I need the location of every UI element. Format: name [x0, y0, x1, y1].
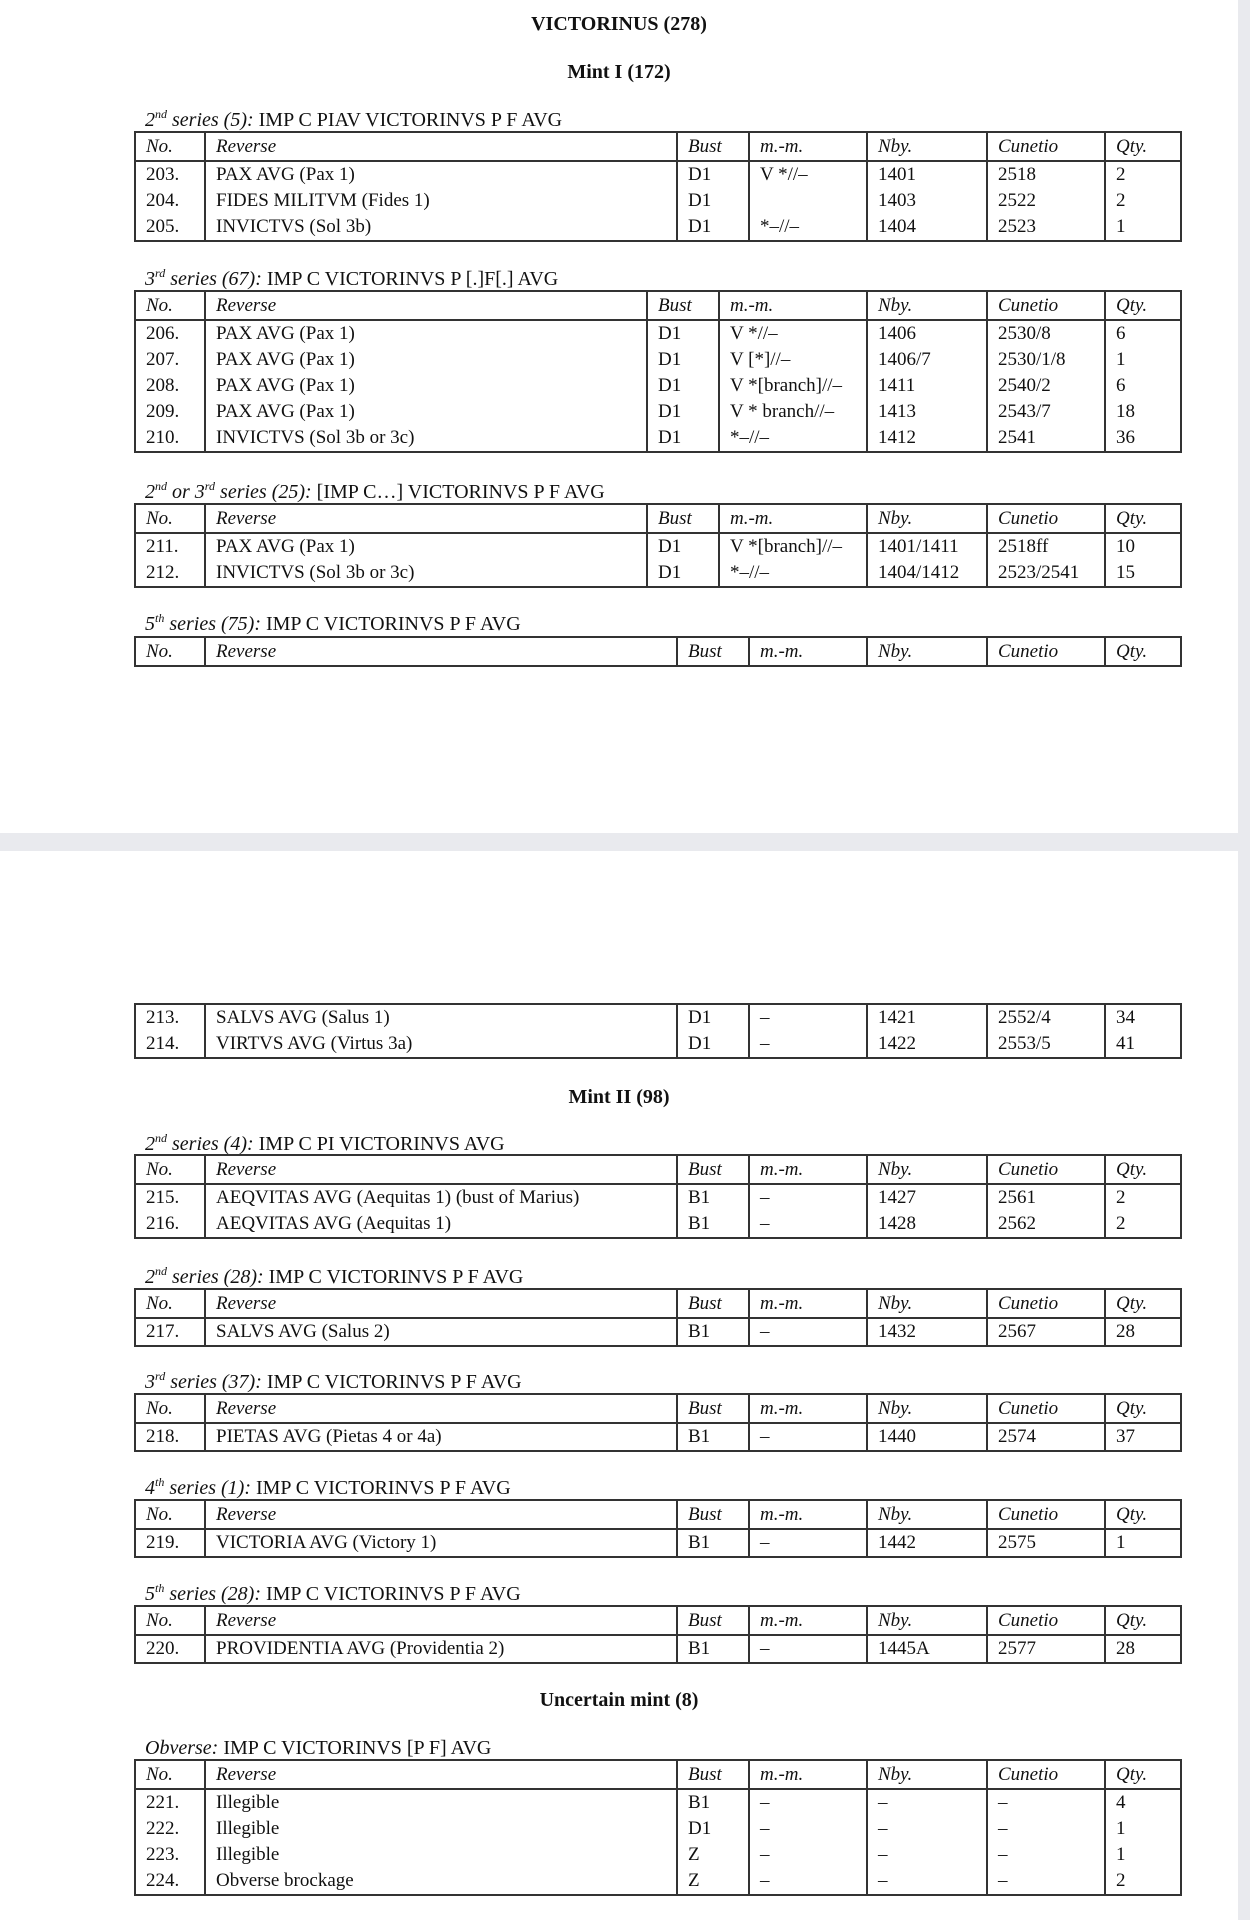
mint-1-heading: Mint I (172) [567, 61, 671, 83]
table-cell: INVICTVS (Sol 3b) [205, 214, 677, 241]
table-header-row [135, 504, 1181, 533]
column-header: Bust [677, 1500, 749, 1529]
table-cell: 1 [1105, 214, 1181, 241]
table-header-row [135, 1606, 1181, 1635]
table-cell: 1445A [867, 1635, 987, 1663]
table-cell: B1 [677, 1211, 749, 1238]
table-cell: 1 [1105, 347, 1181, 373]
column-header: Nby. [867, 291, 987, 320]
table-cell: PAX AVG (Pax 1) [205, 533, 647, 560]
table-cell: D1 [647, 320, 719, 347]
table-cell: V *//– [719, 320, 867, 347]
table-cell: – [749, 1423, 867, 1451]
table-cell: – [749, 1318, 867, 1346]
column-header: Qty. [1105, 1394, 1181, 1423]
mint-2-heading: Mint II (98) [568, 1086, 670, 1108]
column-header: No. [135, 291, 205, 320]
table-cell: 10 [1105, 533, 1181, 560]
table-cell: D1 [677, 1031, 749, 1058]
column-header: No. [135, 1289, 205, 1318]
table-cell: 222. [135, 1816, 205, 1842]
coin-table [134, 503, 1182, 588]
table-row [135, 1529, 1181, 1557]
table-cell: D1 [677, 188, 749, 214]
column-header: Bust [677, 132, 749, 161]
table-cell: 2541 [987, 425, 1105, 452]
table-cell: 220. [135, 1635, 205, 1663]
table-header-row [135, 1289, 1181, 1318]
table-cell: PAX AVG (Pax 1) [205, 399, 647, 425]
table-cell: B1 [677, 1635, 749, 1663]
table-cell: 2575 [987, 1529, 1105, 1557]
column-header: Bust [677, 1394, 749, 1423]
column-header: Qty. [1105, 291, 1181, 320]
table-cell: D1 [647, 425, 719, 452]
column-header: Bust [647, 504, 719, 533]
table-cell: – [987, 1868, 1105, 1895]
table-cell: 212. [135, 560, 205, 587]
table-row [135, 1635, 1181, 1663]
column-header: Reverse [205, 504, 647, 533]
table-cell: *–//– [719, 560, 867, 587]
column-header: Bust [677, 637, 749, 666]
table-cell: 37 [1105, 1423, 1181, 1451]
table-cell: 1428 [867, 1211, 987, 1238]
table-cell: B1 [677, 1529, 749, 1557]
table-row [135, 399, 1181, 425]
table-cell: 208. [135, 373, 205, 399]
table-cell: 216. [135, 1211, 205, 1238]
column-header: No. [135, 1394, 205, 1423]
table-row [135, 1211, 1181, 1238]
coin-table [134, 290, 1182, 453]
obverse-heading: Obverse: IMP C VICTORINVS [P F] AVG [145, 1737, 492, 1759]
table-cell: V *[branch]//– [719, 533, 867, 560]
table-cell: 2553/5 [987, 1031, 1105, 1058]
series-heading: 2nd or 3rd series (25): [IMP C…] VICTORINVS P F AVG [145, 479, 605, 503]
table-cell: PIETAS AVG (Pietas 4 or 4a) [205, 1423, 677, 1451]
table-row [135, 161, 1181, 188]
table-cell [749, 188, 867, 214]
table-cell: *–//– [749, 214, 867, 241]
column-header: Nby. [867, 1289, 987, 1318]
table-cell: – [867, 1842, 987, 1868]
table-cell: – [749, 1635, 867, 1663]
column-header: Nby. [867, 1606, 987, 1635]
coin-table [134, 1499, 1182, 1558]
table-row [135, 1318, 1181, 1346]
column-header: Nby. [867, 132, 987, 161]
table-header-row [135, 1394, 1181, 1423]
coin-table [134, 1154, 1182, 1239]
table-header-row [135, 1760, 1181, 1789]
table-cell: 1413 [867, 399, 987, 425]
table-cell: – [987, 1816, 1105, 1842]
table-cell: D1 [647, 399, 719, 425]
table-cell: 1404 [867, 214, 987, 241]
table-cell: INVICTVS (Sol 3b or 3c) [205, 560, 647, 587]
table-row [135, 1423, 1181, 1451]
table-cell: 2518ff [987, 533, 1105, 560]
table-cell: 2562 [987, 1211, 1105, 1238]
table-cell: 2574 [987, 1423, 1105, 1451]
table-cell: Obverse brockage [205, 1868, 677, 1895]
series-heading: 5th series (75): IMP C VICTORINVS P F AVG [145, 611, 521, 635]
column-header: Qty. [1105, 132, 1181, 161]
table-cell: D1 [677, 1816, 749, 1842]
column-header: Bust [677, 1760, 749, 1789]
table-header-row [135, 1155, 1181, 1184]
table-cell: D1 [647, 533, 719, 560]
table-cell: 6 [1105, 373, 1181, 399]
column-header: Nby. [867, 1394, 987, 1423]
table-cell: – [749, 1031, 867, 1058]
column-header: Cunetio [987, 637, 1105, 666]
coin-table [134, 636, 1182, 667]
column-header: Nby. [867, 1500, 987, 1529]
table-row [135, 1842, 1181, 1868]
table-cell: 28 [1105, 1635, 1181, 1663]
table-cell: 1442 [867, 1529, 987, 1557]
column-header: m.-m. [749, 1500, 867, 1529]
series-heading: 5th series (28): IMP C VICTORINVS P F AVG [145, 1581, 521, 1605]
table-cell: D1 [647, 347, 719, 373]
series-heading: 3rd series (67): IMP C VICTORINVS P [.]F[.] AVG [145, 266, 559, 290]
table-cell: 41 [1105, 1031, 1181, 1058]
column-header: Cunetio [987, 1500, 1105, 1529]
table-row [135, 214, 1181, 241]
table-cell: 219. [135, 1529, 205, 1557]
table-cell: Illegible [205, 1842, 677, 1868]
table-cell: B1 [677, 1318, 749, 1346]
table-cell: PAX AVG (Pax 1) [205, 320, 647, 347]
table-row [135, 373, 1181, 399]
column-header: Reverse [205, 1606, 677, 1635]
column-header: m.-m. [719, 504, 867, 533]
table-header-row [135, 1500, 1181, 1529]
table-cell: 1411 [867, 373, 987, 399]
table-cell: 1 [1105, 1842, 1181, 1868]
table-row [135, 347, 1181, 373]
table-cell: 1412 [867, 425, 987, 452]
table-cell: 1406 [867, 320, 987, 347]
column-header: Cunetio [987, 1606, 1105, 1635]
table-cell: – [987, 1842, 1105, 1868]
column-header: Qty. [1105, 1500, 1181, 1529]
table-cell: – [749, 1789, 867, 1816]
table-cell: 1 [1105, 1816, 1181, 1842]
table-cell: B1 [677, 1184, 749, 1211]
table-cell: 28 [1105, 1318, 1181, 1346]
table-cell: V * branch//– [719, 399, 867, 425]
coin-table [134, 1288, 1182, 1347]
table-cell: 15 [1105, 560, 1181, 587]
table-cell: 1440 [867, 1423, 987, 1451]
table-cell: 18 [1105, 399, 1181, 425]
table-cell: 1422 [867, 1031, 987, 1058]
table-cell: 2 [1105, 161, 1181, 188]
table-row [135, 1004, 1181, 1031]
column-header: m.-m. [749, 637, 867, 666]
table-cell: V *[branch]//– [719, 373, 867, 399]
table-cell: 214. [135, 1031, 205, 1058]
column-header: Qty. [1105, 1289, 1181, 1318]
column-header: Reverse [205, 291, 647, 320]
table-cell: 205. [135, 214, 205, 241]
coin-table [134, 1393, 1182, 1452]
table-cell: 2 [1105, 1211, 1181, 1238]
column-header: Reverse [205, 637, 677, 666]
table-cell: 36 [1105, 425, 1181, 452]
uncertain-mint-heading: Uncertain mint (8) [539, 1689, 699, 1711]
column-header: Bust [677, 1155, 749, 1184]
column-header: m.-m. [749, 132, 867, 161]
table-cell: 203. [135, 161, 205, 188]
column-header: No. [135, 637, 205, 666]
column-header: No. [135, 1760, 205, 1789]
table-row [135, 320, 1181, 347]
table-cell: D1 [647, 560, 719, 587]
column-header: No. [135, 1500, 205, 1529]
table-cell: 218. [135, 1423, 205, 1451]
table-cell: VIRTVS AVG (Virtus 3a) [205, 1031, 677, 1058]
table-cell: – [867, 1816, 987, 1842]
column-header: Reverse [205, 1289, 677, 1318]
table-cell: – [749, 1184, 867, 1211]
table-cell: Illegible [205, 1789, 677, 1816]
column-header: Nby. [867, 637, 987, 666]
table-cell: 211. [135, 533, 205, 560]
table-cell: SALVS AVG (Salus 1) [205, 1004, 677, 1031]
column-header: Bust [677, 1606, 749, 1635]
table-cell: 1406/7 [867, 347, 987, 373]
table-cell: Z [677, 1842, 749, 1868]
table-cell: 6 [1105, 320, 1181, 347]
table-cell: 2543/7 [987, 399, 1105, 425]
table-cell: 2552/4 [987, 1004, 1105, 1031]
table-cell: – [749, 1816, 867, 1842]
table-cell: 210. [135, 425, 205, 452]
column-header: Reverse [205, 1155, 677, 1184]
table-cell: B1 [677, 1423, 749, 1451]
table-cell: D1 [677, 1004, 749, 1031]
table-row [135, 560, 1181, 587]
table-cell: V [*]//– [719, 347, 867, 373]
table-cell: 1403 [867, 188, 987, 214]
column-header: Qty. [1105, 1760, 1181, 1789]
table-cell: 215. [135, 1184, 205, 1211]
table-row [135, 1184, 1181, 1211]
table-cell: FIDES MILITVM (Fides 1) [205, 188, 677, 214]
table-cell: 1404/1412 [867, 560, 987, 587]
column-header: Bust [677, 1289, 749, 1318]
coin-table [134, 1605, 1182, 1664]
column-header: Nby. [867, 1155, 987, 1184]
column-header: Qty. [1105, 504, 1181, 533]
table-row [135, 1789, 1181, 1816]
table-cell: – [867, 1789, 987, 1816]
column-header: No. [135, 132, 205, 161]
column-header: m.-m. [749, 1606, 867, 1635]
table-cell: 2530/1/8 [987, 347, 1105, 373]
column-header: Qty. [1105, 637, 1181, 666]
table-cell: SALVS AVG (Salus 2) [205, 1318, 677, 1346]
column-header: Cunetio [987, 504, 1105, 533]
column-header: Bust [647, 291, 719, 320]
table-cell: 1 [1105, 1529, 1181, 1557]
table-cell: 1421 [867, 1004, 987, 1031]
table-cell: – [987, 1789, 1105, 1816]
column-header: Cunetio [987, 1760, 1105, 1789]
table-cell: VICTORIA AVG (Victory 1) [205, 1529, 677, 1557]
column-header: Reverse [205, 1500, 677, 1529]
table-cell: 221. [135, 1789, 205, 1816]
table-cell: – [867, 1868, 987, 1895]
column-header: No. [135, 1155, 205, 1184]
table-cell: D1 [647, 373, 719, 399]
table-cell: 1432 [867, 1318, 987, 1346]
table-cell: 217. [135, 1318, 205, 1346]
table-header-row [135, 291, 1181, 320]
table-cell: Illegible [205, 1816, 677, 1842]
page-title: VICTORINUS (278) [531, 13, 707, 35]
table-cell: Z [677, 1868, 749, 1895]
table-row [135, 1868, 1181, 1895]
column-header: m.-m. [749, 1155, 867, 1184]
table-cell: B1 [677, 1789, 749, 1816]
table-cell: 2518 [987, 161, 1105, 188]
document-page-2 [0, 851, 1238, 1920]
table-cell: 2 [1105, 1184, 1181, 1211]
table-cell: – [749, 1211, 867, 1238]
coin-table [134, 1759, 1182, 1896]
table-cell: 2567 [987, 1318, 1105, 1346]
table-cell: D1 [677, 161, 749, 188]
table-header-row [135, 132, 1181, 161]
table-header-row [135, 637, 1181, 666]
column-header: Nby. [867, 504, 987, 533]
document-page-1 [0, 0, 1238, 833]
column-header: Cunetio [987, 1155, 1105, 1184]
column-header: Reverse [205, 1760, 677, 1789]
table-row [135, 1816, 1181, 1842]
table-cell: – [749, 1004, 867, 1031]
table-cell: 224. [135, 1868, 205, 1895]
table-cell: 213. [135, 1004, 205, 1031]
column-header: Cunetio [987, 1394, 1105, 1423]
table-cell: 2540/2 [987, 373, 1105, 399]
table-cell: 204. [135, 188, 205, 214]
table-cell: 223. [135, 1842, 205, 1868]
column-header: Nby. [867, 1760, 987, 1789]
table-cell: 207. [135, 347, 205, 373]
column-header: Cunetio [987, 291, 1105, 320]
table-cell: – [749, 1842, 867, 1868]
column-header: m.-m. [749, 1760, 867, 1789]
table-cell: INVICTVS (Sol 3b or 3c) [205, 425, 647, 452]
table-cell: 2530/8 [987, 320, 1105, 347]
table-cell: 2577 [987, 1635, 1105, 1663]
table-cell: 2523/2541 [987, 560, 1105, 587]
table-cell: 34 [1105, 1004, 1181, 1031]
table-cell: D1 [677, 214, 749, 241]
table-row [135, 1031, 1181, 1058]
table-cell: – [749, 1529, 867, 1557]
table-cell: 2 [1105, 188, 1181, 214]
table-cell: 2522 [987, 188, 1105, 214]
column-header: m.-m. [719, 291, 867, 320]
table-cell: 1401/1411 [867, 533, 987, 560]
table-cell: 2 [1105, 1868, 1181, 1895]
table-row [135, 188, 1181, 214]
coin-table [134, 131, 1182, 242]
table-cell: PAX AVG (Pax 1) [205, 373, 647, 399]
table-cell: PROVIDENTIA AVG (Providentia 2) [205, 1635, 677, 1663]
table-row [135, 533, 1181, 560]
table-cell: 209. [135, 399, 205, 425]
table-cell: PAX AVG (Pax 1) [205, 161, 677, 188]
table-row [135, 425, 1181, 452]
table-cell: V *//– [749, 161, 867, 188]
table-cell: AEQVITAS AVG (Aequitas 1) [205, 1211, 677, 1238]
column-header: m.-m. [749, 1289, 867, 1318]
series-heading: 2nd series (5): IMP C PIAV VICTORINVS P F AVG [145, 107, 563, 131]
column-header: No. [135, 1606, 205, 1635]
column-header: m.-m. [749, 1394, 867, 1423]
column-header: Cunetio [987, 132, 1105, 161]
column-header: Reverse [205, 132, 677, 161]
table-cell: 2561 [987, 1184, 1105, 1211]
table-cell: 1427 [867, 1184, 987, 1211]
table-cell: 1401 [867, 161, 987, 188]
table-cell: 2523 [987, 214, 1105, 241]
coin-table [134, 1003, 1182, 1059]
table-cell: AEQVITAS AVG (Aequitas 1) (bust of Marius) [205, 1184, 677, 1211]
table-cell: *–//– [719, 425, 867, 452]
series-heading: 4th series (1): IMP C VICTORINVS P F AVG [145, 1475, 511, 1499]
table-cell: 206. [135, 320, 205, 347]
series-heading: 2nd series (28): IMP C VICTORINVS P F AVG [145, 1264, 524, 1288]
table-cell: PAX AVG (Pax 1) [205, 347, 647, 373]
series-heading: 2nd series (4): IMP C PI VICTORINVS AVG [145, 1131, 505, 1155]
table-cell: – [749, 1868, 867, 1895]
series-heading: 3rd series (37): IMP C VICTORINVS P F AVG [145, 1369, 522, 1393]
column-header: Qty. [1105, 1155, 1181, 1184]
table-cell: 4 [1105, 1789, 1181, 1816]
column-header: Cunetio [987, 1289, 1105, 1318]
column-header: Reverse [205, 1394, 677, 1423]
column-header: Qty. [1105, 1606, 1181, 1635]
column-header: No. [135, 504, 205, 533]
